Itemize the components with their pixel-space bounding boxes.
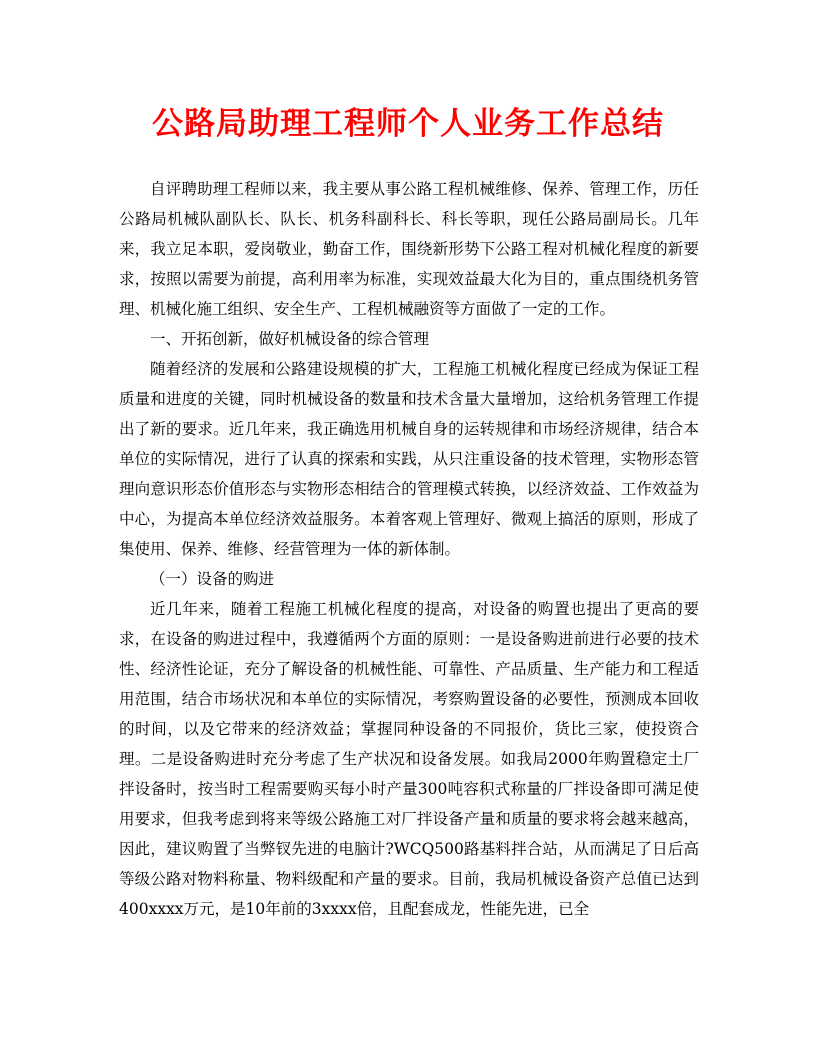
document-body — [119, 174, 699, 924]
paragraph-management: 随着经济的发展和公路建设规模的扩大，工程施工机械化程度已经成为保证工程质量和进度的关键，同时机械设备的数量和技术含量大量增加，这给机务管理工作提出了新的要求。近几年来，我正确选用机械自身的运转规律和市场经济规律，结合本单位的实际情况，进行了认真的探索和实践，从只注重设备的技术管理，实物形态管理向意识形态价值形态与实物形态相结合的管理模式转换，以经济效益、工作效益为中心，为提高本单位经济效益服务。本着客观上管理好、微观上搞活的原则，形成了集使用、保养、维修、经营管理为一体的新体制。 — [119, 360, 699, 558]
subsection-heading-1: （一）设备的购进 — [150, 570, 275, 588]
section-heading-1: 一、开拓创新，做好机械设备的综合管理 — [150, 330, 430, 348]
paragraph-intro: 自评聘助理工程师以来，我主要从事公路工程机械维修、保养、管理工作，历任公路局机械队副队长、队长、机务科副科长、科长等职，现任公路局副局长。几年来，我立足本职，爱岗敬业，勤奋工作，围绕新形势下公路工程对机械化程度的新要求，按照以需要为前提，高利用率为标准，实现效益最大化为目的，重点围绕机务管理、机械化施工组织、安全生产、工程机械融资等方面做了一定的工作。 — [119, 180, 699, 318]
document-title: 公路局助理工程师个人业务工作总结 — [152, 106, 664, 142]
paragraph-equipment-purchase: 近几年来，随着工程施工机械化程度的提高，对设备的购置也提出了更高的要求，在设备的购进过程中，我遵循两个方面的原则：一是设备购进前进行必要的技术性、经济性论证，充分了解设备的机械性能、可靠性、产品质量、生产能力和工程适用范围，结合市场状况和本单位的实际情况，考察购置设备的必要性，预测成本回收的时间，以及它带来的经济效益；掌握同种设备的不同报价，货比三家，使投资合理。二是设备购进时充分考虑了生产状况和设备发展。如我局2000年购置稳定土厂拌设备时，按当时工程需要购买每小时产量300吨容积式称量的厂拌设备即可满足使用要求，但我考虑到将来等级公路施工对厂拌设备产量和质量的要求将会越来越高，因此，建议购置了当弊钗先进的电脑计?WCQ500路基料拌合站，从而满足了日后高等级公路对物料称量、物料级配和产量的要求。目前，我局机械设备资产总值已达到400xxxx万元，是10年前的3xxxx倍，且配套成龙，性能先进，已全 — [119, 600, 699, 918]
